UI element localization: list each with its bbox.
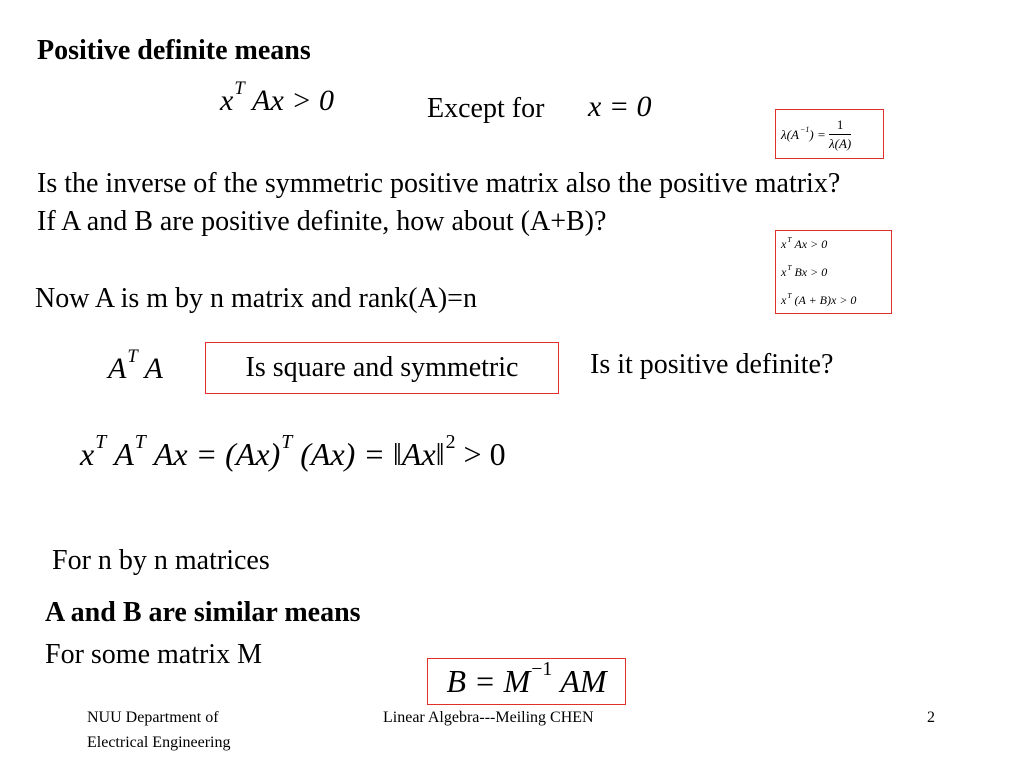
inverse-eigenvalue-box: $\lambda(A^{-1})$ = $\frac{1}{\lambda(A)}$ (775, 109, 884, 159)
square-symmetric-box (205, 342, 559, 394)
sum-line-ab: $x^T$ (A + B)x > 0 (781, 290, 857, 307)
inverse-fraction: $\frac{1}{\lambda(A)}$ (828, 117, 852, 151)
question-positive-definite: Is it positive definite? (590, 349, 834, 380)
sum-positive-box (775, 230, 892, 314)
n-by-n-label: For n by n matrices (52, 545, 270, 576)
square-symmetric-label: Is square and symmetric (245, 352, 519, 383)
except-equation: x = 0 (588, 90, 652, 123)
statement-m-by-n: Now A is m by n matrix and rank(A)=n (35, 283, 477, 314)
question-inverse: Is the inverse of the symmetric positive matrix also the positive matrix? (37, 168, 841, 199)
footer-department-line2: Electrical Engineering (87, 734, 231, 751)
question-sum: If A and B are positive definite, how about (A+B)? (37, 206, 607, 237)
some-matrix-label: For some matrix M (45, 639, 262, 670)
sum-line-a: $x^T$ Ax > 0 (781, 234, 828, 251)
similar-heading: A and B are similar means (45, 597, 361, 628)
footer-department-line1: NUU Department of (87, 709, 219, 726)
heading-positive-definite: Positive definite means (37, 35, 311, 66)
sum-line-b: $x^T$ Bx > 0 (781, 262, 828, 279)
equation-ata: $A^T$ A (108, 346, 163, 385)
equation-positive-definite: $x^T$ Ax > 0 (220, 78, 335, 117)
footer-course: Linear Algebra---Meiling CHEN (383, 709, 594, 726)
equation-ata-positive: $x^T$ $A^T$ $Ax = (Ax)^T$ (Ax) = ‖Ax‖$^2$ > 0 (80, 431, 506, 472)
footer-department (87, 705, 230, 755)
footer-page-number: 2 (927, 709, 935, 726)
except-label: Except for (427, 93, 545, 124)
similar-equation-box: $B = M^{-1}$ AM (427, 658, 626, 705)
